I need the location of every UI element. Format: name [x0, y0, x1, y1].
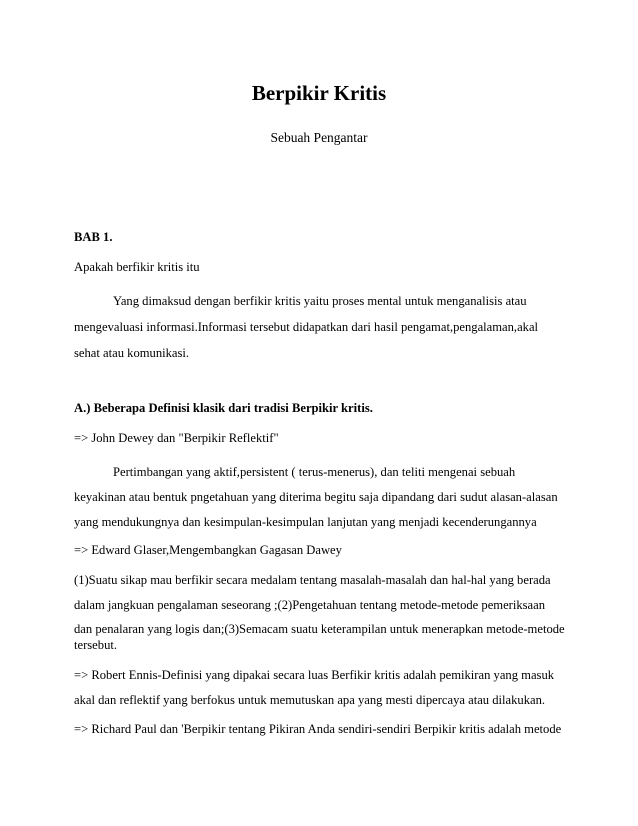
glaser-line-3: dan penalaran yang logis dan;(3)Semacam suatu keterampilan untuk menerapkan metode-metode [74, 622, 565, 636]
section-a-heading: A.) Beberapa Definisi klasik dari tradisi Berpikir kritis. [74, 401, 373, 415]
document-title [0, 80, 638, 106]
glaser-line-2: dalam jangkuan pengalaman seseorang ;(2)Pengetahuan tentang metode-metode pemeriksaan [74, 598, 546, 612]
dewey-line-2: keyakinan atau bentuk pngetahuan yang diterima begitu saja dipandang dari sudut alasan-alasan [74, 490, 558, 504]
document-title-text: Berpikir Kritis [251, 81, 387, 105]
dewey-line-3: yang mendukungnya dan kesimpulan-kesimpulan lanjutan yang menjadi kecenderungannya [74, 515, 537, 529]
ennis-line-1: => Robert Ennis-Definisi yang dipakai secara luas Berfikir kritis adalah pemikiran yang masuk [74, 668, 555, 682]
ennis-line-2: akal dan reflektif yang berfokus untuk memutuskan apa yang mesti dipercaya atau dilakukan. [74, 693, 546, 707]
intro-line-2: mengevaluasi informasi.Informasi tersebut didapatkan dari hasil pengamat,pengalaman,akal [74, 320, 539, 334]
dewey-heading: => John Dewey dan "Berpikir Reflektif" [74, 431, 279, 445]
intro-line-1: Yang dimaksud dengan berfikir kritis yaitu proses mental untuk menganalisis atau [113, 294, 527, 308]
intro-line-3: sehat atau komunikasi. [74, 346, 190, 360]
question-heading: Apakah berfikir kritis itu [74, 260, 200, 274]
glaser-line-1: (1)Suatu sikap mau berfikir secara medalam tentang masalah-masalah dan hal-hal yang berada [74, 573, 551, 587]
chapter-heading: BAB 1. [74, 230, 113, 244]
glaser-line-4: tersebut. [74, 638, 118, 652]
document-subtitle: Sebuah Pengantar [270, 130, 368, 145]
paul-line-1: => Richard Paul dan 'Berpikir tentang Pikiran Anda sendiri-sendiri Berpikir kritis adalah metode [74, 722, 562, 736]
dewey-line-1: Pertimbangan yang aktif,persistent ( terus-menerus), dan teliti mengenai sebuah [113, 465, 516, 479]
glaser-heading: => Edward Glaser,Mengembangkan Gagasan Dawey [74, 543, 342, 557]
